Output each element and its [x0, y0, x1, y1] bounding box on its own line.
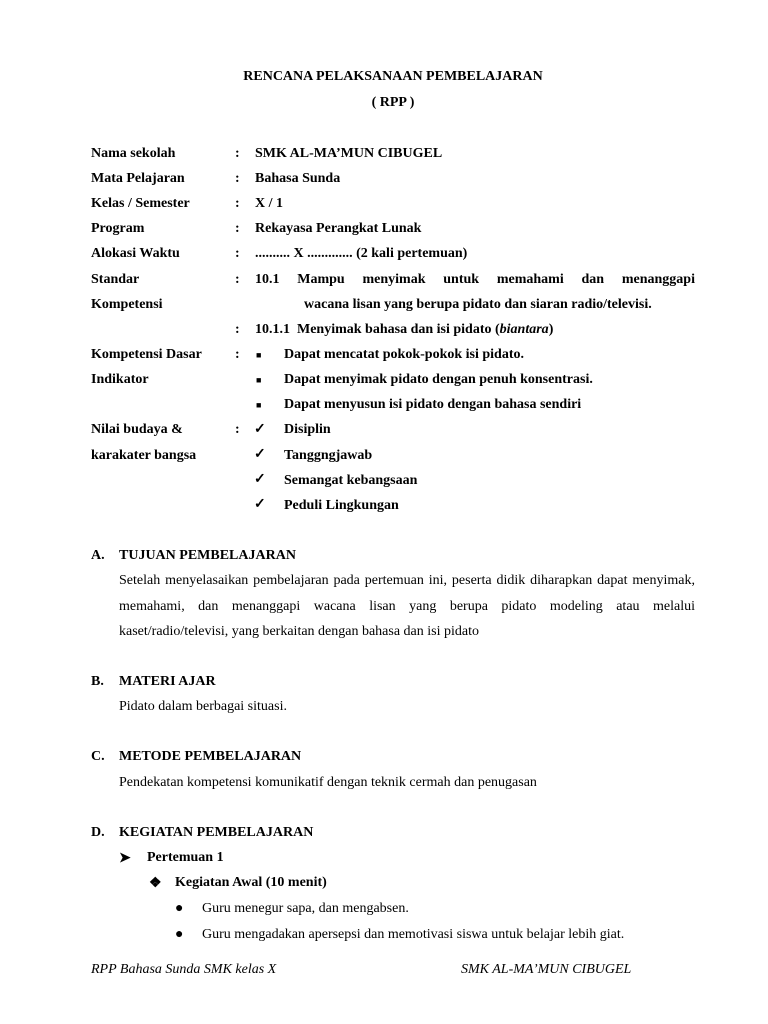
section-letter: D.: [91, 825, 105, 840]
indikator-item: Dapat menyimak pidato dengan penuh konsentrasi.: [284, 372, 593, 387]
diamond-bullet-icon: ❖: [149, 876, 162, 891]
label-nilai-budaya: Nilai budaya &: [91, 422, 183, 437]
section-title: METODE PEMBELAJARAN: [119, 749, 302, 764]
separator: :: [235, 272, 240, 287]
section-b-heading: [91, 674, 216, 690]
standar-word: Mampu: [297, 272, 345, 287]
kegiatan-item: Guru mengadakan apersepsi dan memotivasi siswa untuk belajar lebih giat.: [202, 927, 625, 942]
standar-word: memahami: [496, 272, 564, 287]
value-program: Rekayasa Perangkat Lunak: [255, 221, 422, 236]
value-nama-sekolah: SMK AL-MA’MUN CIBUGEL: [255, 146, 443, 161]
section-letter: B.: [91, 674, 104, 689]
section-c-text: Pendekatan kompetensi komunikatif dengan teknik cermah dan penugasan: [119, 775, 537, 790]
standar-line-1: [255, 272, 695, 288]
standar-word: dan: [581, 272, 605, 287]
section-a-heading: [91, 548, 296, 564]
round-bullet-icon: ●: [175, 927, 184, 942]
footer-left: RPP Bahasa Sunda SMK kelas X: [91, 962, 277, 977]
checkmark-icon: ✓: [254, 472, 266, 487]
label-nama-sekolah: Nama sekolah: [91, 146, 176, 161]
section-letter: C.: [91, 749, 105, 764]
standar-line-2: wacana lisan yang berupa pidato dan siaran radio/televisi.: [304, 297, 652, 312]
label-standar: Standar: [91, 272, 140, 287]
separator: :: [235, 221, 240, 236]
standar-word: menanggapi: [621, 272, 695, 287]
label-indikator: Indikator: [91, 372, 149, 387]
value-mata-pelajaran: Bahasa Sunda: [255, 171, 341, 186]
nilai-item: Disiplin: [284, 422, 331, 437]
label-kompetensi: Kompetensi: [91, 297, 163, 312]
section-title: KEGIATAN PEMBELAJARAN: [119, 825, 314, 840]
pertemuan-label: Pertemuan 1: [147, 850, 224, 865]
label-alokasi-waktu: Alokasi Waktu: [91, 246, 180, 261]
section-c-heading: [91, 749, 301, 765]
checkmark-icon: ✓: [254, 422, 266, 437]
value-alokasi-waktu: .......... X ............. (2 kali pertemuan): [255, 246, 468, 261]
kd-text: Menyimak bahasa dan isi pidato (: [297, 322, 500, 337]
arrow-bullet-icon: ➤: [119, 851, 131, 866]
label-karakter-bangsa: karakater bangsa: [91, 448, 197, 463]
indikator-item: Dapat mencatat pokok-pokok isi pidato.: [284, 347, 524, 362]
label-mata-pelajaran: Mata Pelajaran: [91, 171, 185, 186]
kd-number: 10.1.1: [255, 322, 290, 337]
separator: :: [235, 246, 240, 261]
document-title: RENCANA PELAKSANAAN PEMBELAJARAN: [243, 69, 543, 84]
standar-word: untuk: [443, 272, 480, 287]
kd-italic: biantara: [499, 322, 549, 337]
checkmark-icon: ✓: [254, 447, 266, 462]
separator: :: [235, 146, 240, 161]
section-b-text: Pidato dalam berbagai situasi.: [119, 699, 287, 714]
kegiatan-item: Guru menegur sapa, dan mengabsen.: [202, 901, 409, 916]
separator: :: [235, 171, 240, 186]
square-bullet-icon: ■: [256, 400, 262, 410]
kompetensi-dasar-value: [255, 322, 553, 338]
label-kompetensi-dasar: Kompetensi Dasar: [91, 347, 202, 362]
section-a-text: Setelah menyelasaikan pembelajaran pada pertemuan ini, peserta didik diharapkan dapat menyimak, memahami, dan menanggapi wacana lisan yang berupa pidato modeling atau melalui kaset/radio/televisi, yang berkaitan dengan bahasa dan isi pidato: [119, 573, 695, 639]
separator: :: [235, 422, 240, 437]
kegiatan-label: Kegiatan Awal (10 menit): [175, 875, 327, 890]
value-kelas-semester: X / 1: [255, 196, 283, 211]
checkmark-icon: ✓: [254, 497, 266, 512]
label-program: Program: [91, 221, 145, 236]
section-d-heading: [91, 825, 313, 841]
section-letter: A.: [91, 548, 105, 563]
nilai-item: Tanggngjawab: [284, 448, 373, 463]
document-subtitle: ( RPP ): [371, 95, 415, 110]
nilai-item: Peduli Lingkungan: [284, 498, 399, 513]
separator: :: [235, 347, 240, 362]
square-bullet-icon: ■: [256, 375, 262, 385]
label-kelas-semester: Kelas / Semester: [91, 196, 190, 211]
separator: :: [235, 196, 240, 211]
kd-close: ): [548, 322, 554, 337]
round-bullet-icon: ●: [175, 901, 184, 916]
indikator-item: Dapat menyusun isi pidato dengan bahasa sendiri: [284, 397, 582, 412]
standar-number: 10.1: [255, 272, 280, 287]
standar-word: menyimak: [362, 272, 426, 287]
section-title: TUJUAN PEMBELAJARAN: [119, 548, 296, 563]
section-title: MATERI AJAR: [119, 674, 216, 689]
footer-right: SMK AL-MA’MUN CIBUGEL: [461, 962, 632, 977]
nilai-item: Semangat kebangsaan: [284, 473, 418, 488]
separator: :: [235, 322, 240, 337]
square-bullet-icon: ■: [256, 350, 262, 360]
